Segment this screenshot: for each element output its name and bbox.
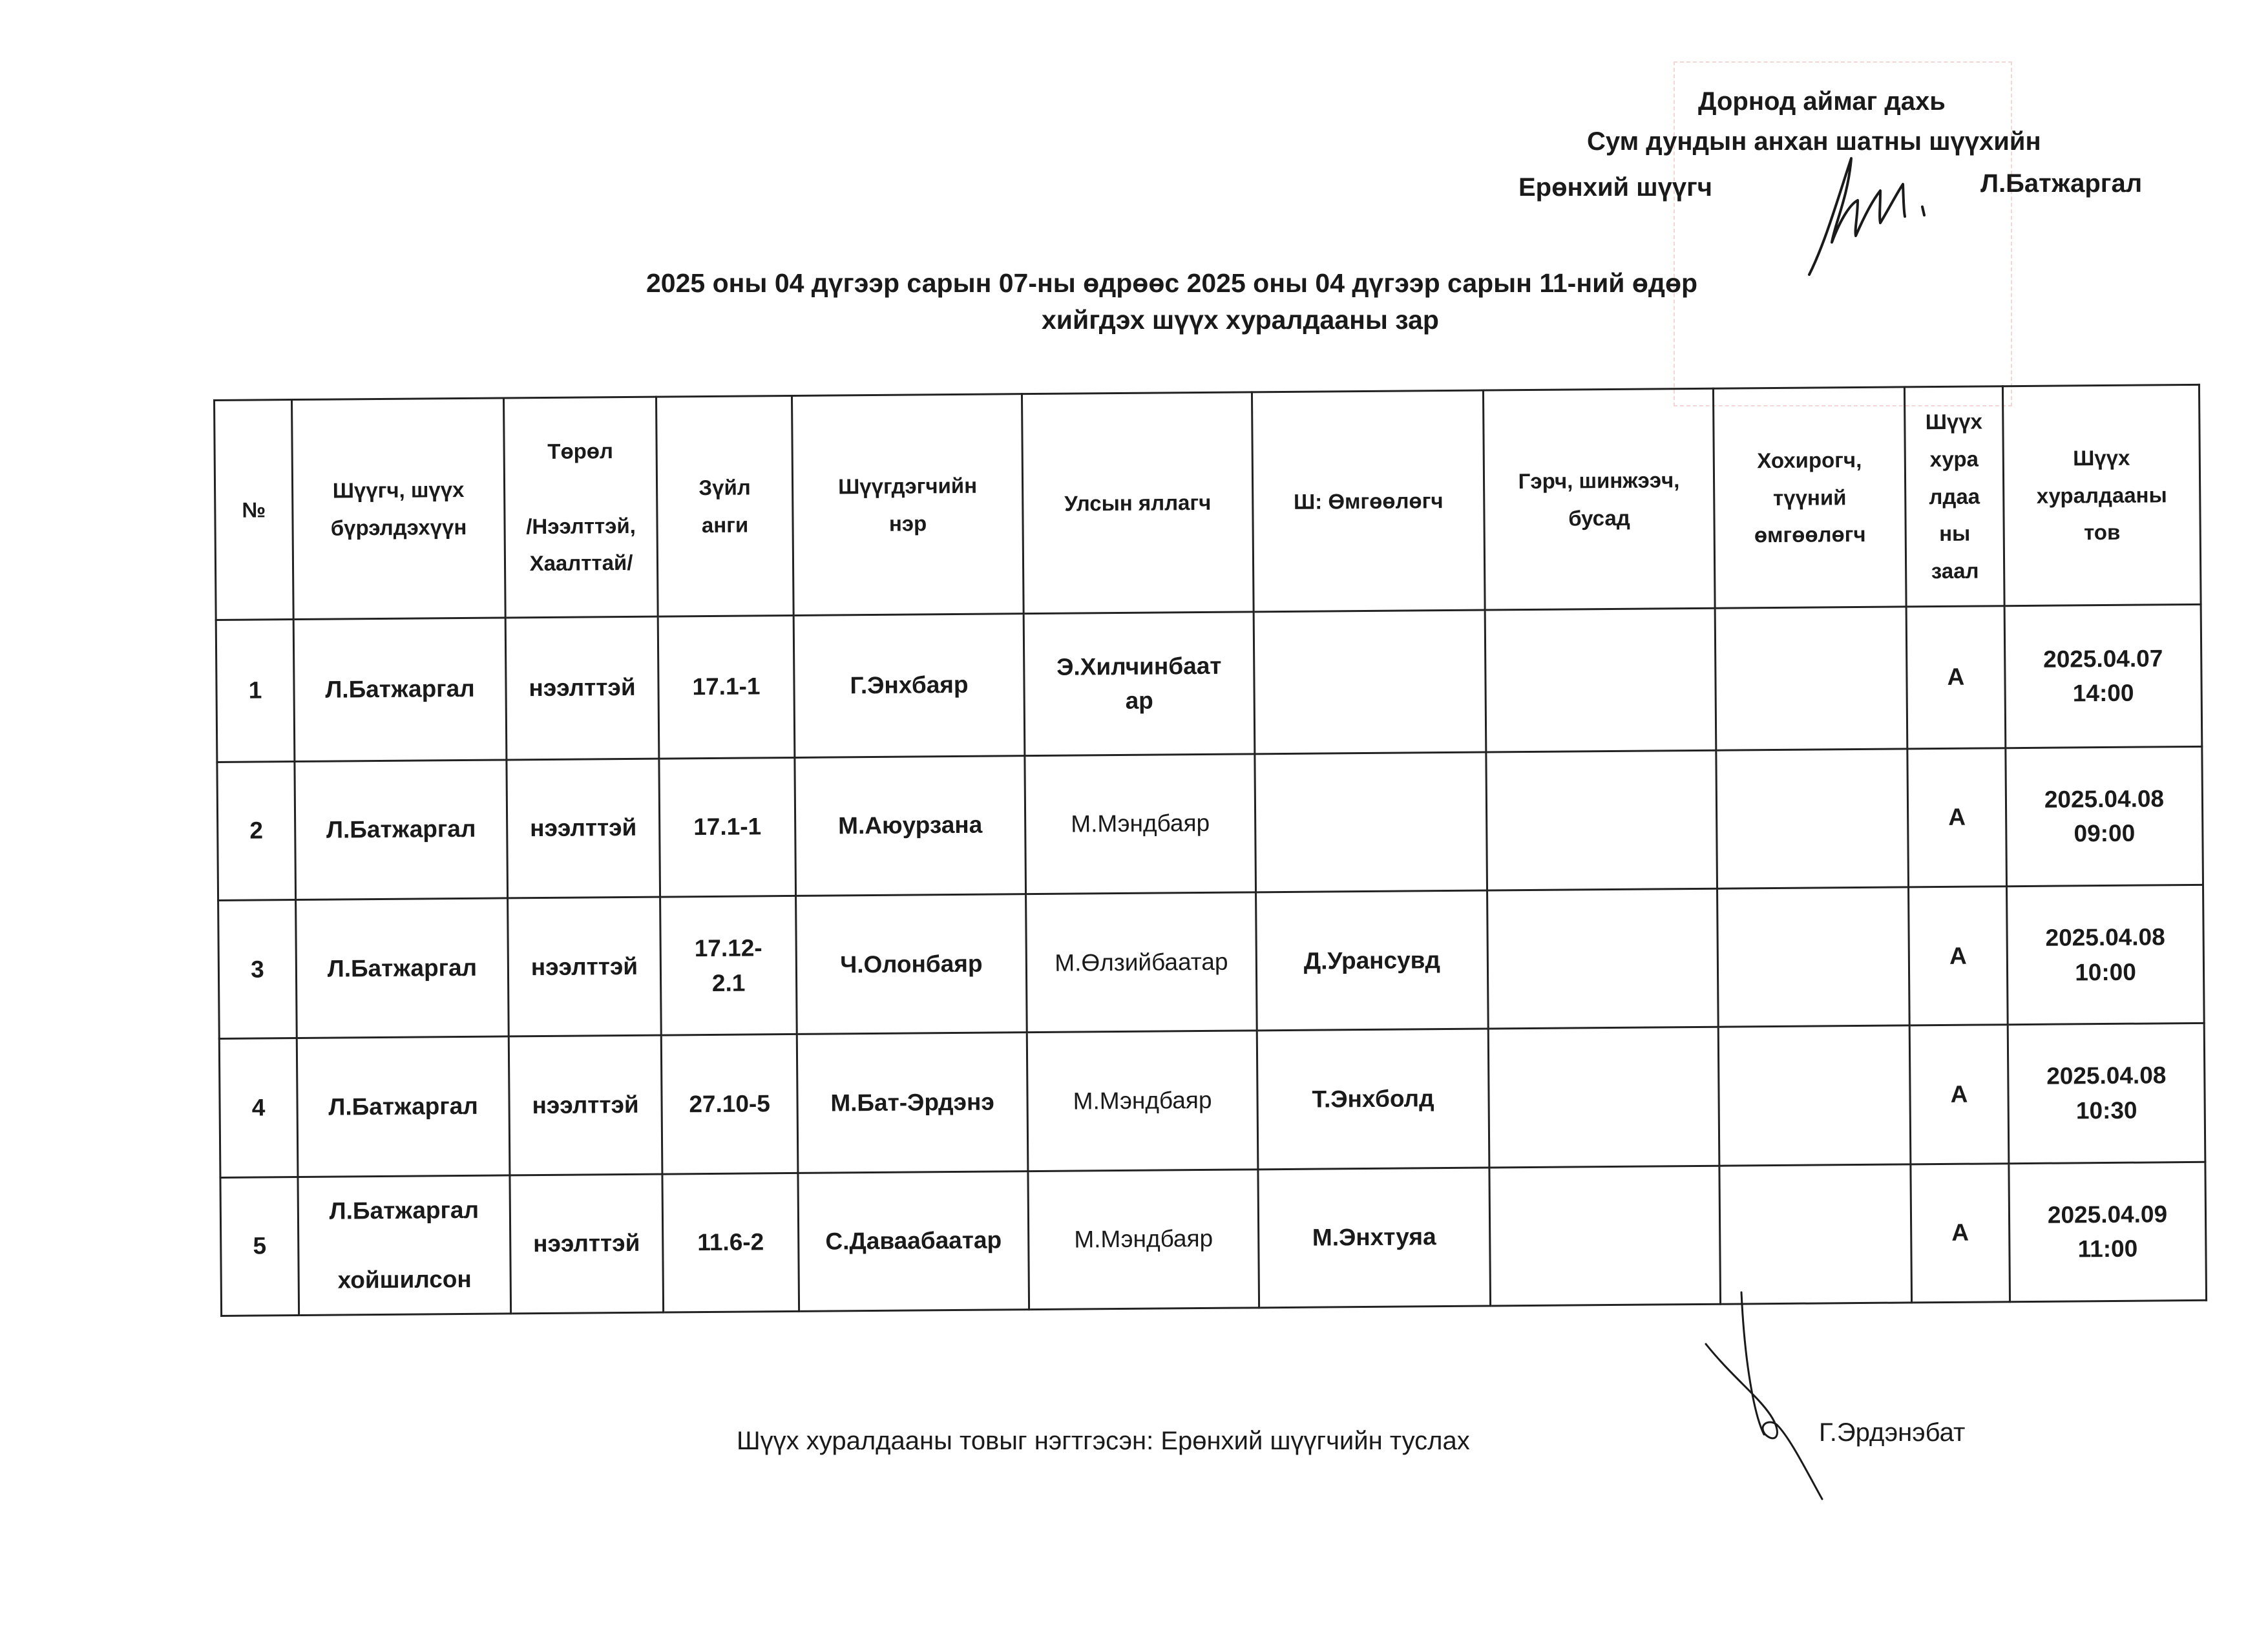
cell-defendant: Ч.Олонбаяр xyxy=(796,894,1027,1035)
cell-hall: А xyxy=(1909,887,2008,1026)
table-row xyxy=(220,1162,2207,1316)
cell-witness xyxy=(1485,608,1716,751)
cell-witness xyxy=(1486,750,1717,890)
cell-article: 17.1-1 xyxy=(659,757,796,897)
cell-date: 2025.04.07 14:00 xyxy=(2004,604,2202,748)
cell-defender: Т.Энхболд xyxy=(1257,1029,1489,1169)
cell-hall: А xyxy=(1911,1163,2010,1303)
cell-article: 11.6-2 xyxy=(662,1173,799,1312)
title-line-1: 2025 оны 04 дүгээр сарын 07-ны өдрөөс 2025 оны 04 дүгээр сарын 11-ний өдөр xyxy=(646,268,1698,298)
header-row xyxy=(215,384,2201,620)
header-number: № xyxy=(215,400,294,620)
cell-defendant: С.Даваабаатар xyxy=(798,1171,1029,1311)
cell-date: 2025.04.08 10:00 xyxy=(2007,885,2205,1025)
cell-article: 17.1-1 xyxy=(658,615,795,758)
cell-victim xyxy=(1717,887,1910,1027)
approval-role: Ерөнхий шүүгч xyxy=(1518,173,1712,202)
hearing-schedule-table xyxy=(213,384,2207,1317)
cell-witness xyxy=(1487,888,1719,1029)
header-hall: Шүүх хура лдаа ны заал xyxy=(1904,386,2004,607)
header-judge: Шүүгч, шүүх бүрэлдэхүүн xyxy=(292,398,506,620)
cell-type: нээлттэй xyxy=(505,616,659,759)
table-row xyxy=(219,1024,2205,1177)
cell-victim xyxy=(1719,1164,1912,1305)
cell-type: нээлттэй xyxy=(509,1035,662,1175)
header-article: Зүйл анги xyxy=(656,395,793,616)
header-defender: Ш: Өмгөөлөгч xyxy=(1252,390,1485,612)
cell-defender: М.Энхтуяа xyxy=(1258,1168,1491,1308)
cell-witness xyxy=(1489,1166,1721,1306)
cell-defendant: М.Аюурзана xyxy=(795,755,1026,896)
header-witness: Гэрч, шинжээч, бусад xyxy=(1483,388,1715,610)
header-victim: Хохирогч, түүний өмгөөлөгч xyxy=(1713,387,1906,608)
cell-defendant: Г.Энхбаяр xyxy=(793,614,1025,757)
footer-label: Шүүх хуралдааны товыг нэгтгэсэн: Ерөнхий шүүгчийн туслах xyxy=(737,1427,1470,1455)
cell-defender xyxy=(1255,752,1487,892)
cell-article: 27.10-5 xyxy=(661,1035,798,1174)
header-date: Шүүх хуралдааны тов xyxy=(2002,384,2201,605)
table-row xyxy=(217,746,2203,900)
cell-victim xyxy=(1716,749,1909,889)
cell-article: 17.12- 2.1 xyxy=(660,896,797,1035)
header-type: Төрөл /Нээлттэй, Хаалттай/ xyxy=(503,397,658,618)
approval-line-2: Сум дундын анхан шатны шүүхийн xyxy=(1587,127,2041,156)
cell-number: 2 xyxy=(217,761,296,900)
cell-type: нээлттэй xyxy=(510,1174,664,1314)
cell-defendant: М.Бат-Эрдэнэ xyxy=(797,1033,1028,1173)
cell-judge: Л.Батжаргал хойшилсон xyxy=(298,1175,511,1316)
cell-type: нээлттэй xyxy=(507,759,660,898)
footer-name: Г.Эрдэнэбат xyxy=(1819,1418,1966,1447)
assistant-signature xyxy=(1693,1286,1842,1506)
cell-defender: Д.Урансувд xyxy=(1256,890,1489,1031)
cell-number: 4 xyxy=(219,1038,298,1177)
cell-prosecutor: М.Мэндбаяр xyxy=(1025,753,1256,894)
cell-judge: Л.Батжаргал xyxy=(297,1036,510,1177)
cell-judge: Л.Батжаргал xyxy=(296,898,509,1038)
cell-type: нээлттэй xyxy=(508,897,662,1036)
cell-prosecutor: М.Мэндбаяр xyxy=(1028,1169,1259,1309)
header-prosecutor: Улсын яллагч xyxy=(1022,392,1254,614)
approval-name: Л.Батжаргал xyxy=(1980,169,2143,198)
cell-prosecutor: М.Өлзийбаатар xyxy=(1026,892,1257,1033)
cell-number: 5 xyxy=(220,1177,299,1316)
cell-hall: А xyxy=(1909,1025,2009,1164)
cell-date: 2025.04.08 10:30 xyxy=(2008,1024,2205,1164)
cell-date: 2025.04.09 11:00 xyxy=(2009,1162,2207,1302)
cell-victim xyxy=(1718,1025,1911,1166)
cell-defender xyxy=(1254,610,1486,753)
cell-date: 2025.04.08 09:00 xyxy=(2006,746,2203,887)
cell-witness xyxy=(1488,1027,1719,1168)
cell-number: 1 xyxy=(216,620,295,762)
cell-hall: А xyxy=(1907,748,2007,887)
approval-line-1: Дорнод аймаг дахь xyxy=(1698,87,1946,116)
cell-number: 3 xyxy=(218,899,297,1038)
cell-hall: А xyxy=(1906,606,2006,749)
cell-judge: Л.Батжаргал xyxy=(293,618,507,761)
table-row xyxy=(218,885,2205,1038)
cell-prosecutor: Э.Хилчинбаат ар xyxy=(1024,612,1255,755)
cell-prosecutor: М.Мэндбаяр xyxy=(1027,1031,1258,1171)
cell-judge: Л.Батжаргал xyxy=(295,760,508,900)
title-line-2: хийгдэх шүүх хуралдааны зар xyxy=(1042,305,1439,335)
table-row xyxy=(216,604,2202,762)
judge-signature xyxy=(1790,145,1958,281)
header-defendant: Шүүгдэгчийн нэр xyxy=(792,394,1024,616)
cell-victim xyxy=(1715,607,1907,750)
